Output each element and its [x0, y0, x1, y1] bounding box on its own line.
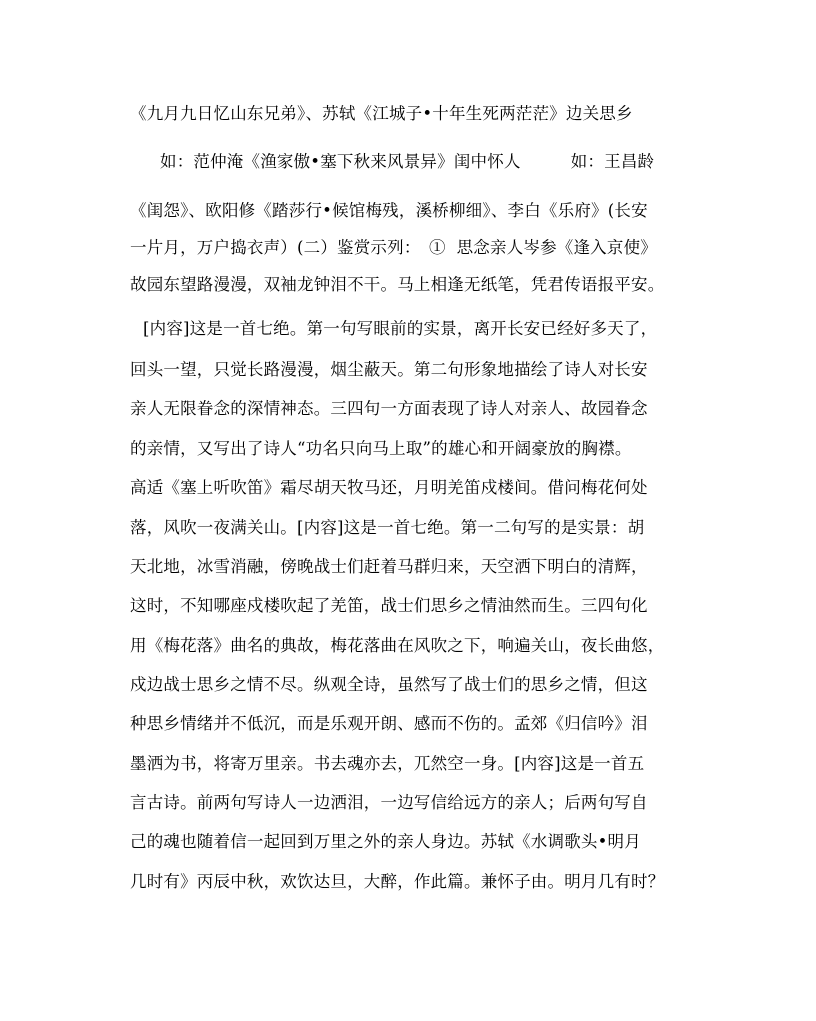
text-line-3: 《闺怨》、欧阳修《踏莎行•候馆梅残，溪桥柳细》、李白《乐府》(长安 [130, 201, 648, 220]
text-line-18: 言古诗。前两句写诗人一边洒泪，一边写信给远方的亲人；后两句写自 [130, 793, 648, 812]
text-line-2: 如：范仲淹《渔家傲•塞下秋来风景异》闺中怀人 如：王昌龄 [160, 152, 655, 171]
text-line-12: 天北地，冰雪消融，傍晚战士们赶着马群归来，天空洒下明白的清辉， [130, 557, 648, 576]
text-line-8: 亲人无限眷念的深情神态。三四句一方面表现了诗人对亲人、故园眷念 [130, 399, 648, 418]
text-line-5: 故园东望路漫漫，双袖龙钟泪不干。马上相逢无纸笔，凭君传语报平安。 [130, 275, 665, 294]
text-line-7: 回头一望，只觉长路漫漫，烟尘蔽天。第二句形象地描绘了诗人对长安 [130, 360, 648, 379]
text-line-19: 己的魂也随着信一起回到万里之外的亲人身边。苏轼《水调歌头•明月 [130, 832, 641, 851]
text-line-16: 种思乡情绪并不低沉，而是乐观开朗、感而不伤的。孟郊《归信吟》泪 [130, 714, 648, 733]
text-line-9: 的亲情，又写出了诗人“功名只向马上取”的雄心和开阔豪放的胸襟。 [130, 439, 632, 458]
text-line-13: 这时，不知哪座戍楼吹起了羌笛，战士们思乡之情油然而生。三四句化 [130, 596, 648, 615]
text-line-6: [内容]这是一首七绝。第一句写眼前的实景，离开长安已经好多天了， [143, 319, 658, 338]
text-line-14: 用《梅花落》曲名的典故，梅花落曲在风吹之下，响遍关山，夜长曲悠， [130, 636, 665, 655]
text-line-17: 墨洒为书，将寄万里亲。书去魂亦去，兀然空一身。[内容]这是一首五 [130, 754, 645, 773]
text-line-15: 戍边战士思乡之情不尽。纵观全诗，虽然写了战士们的思乡之情，但这 [130, 675, 648, 694]
text-line-10: 高适《塞上听吹笛》霜尽胡天牧马还，月明羌笛戍楼间。借问梅花何处 [130, 478, 648, 497]
text-line-1: 《九月九日忆山东兄弟》、苏轼《江城子•十年生死两茫茫》边关思乡 [130, 104, 633, 123]
text-line-20: 几时有》丙辰中秋，欢饮达旦，大醉，作此篇。兼怀子由。明月几有时？ [130, 872, 665, 891]
text-line-4: 一片月，万户捣衣声）(二）鉴赏示列： ① 思念亲人岑参《逢入京使》 [130, 238, 657, 257]
text-line-11: 落，风吹一夜满关山。[内容]这是一首七绝。第一二句写的是实景：胡 [130, 518, 645, 537]
